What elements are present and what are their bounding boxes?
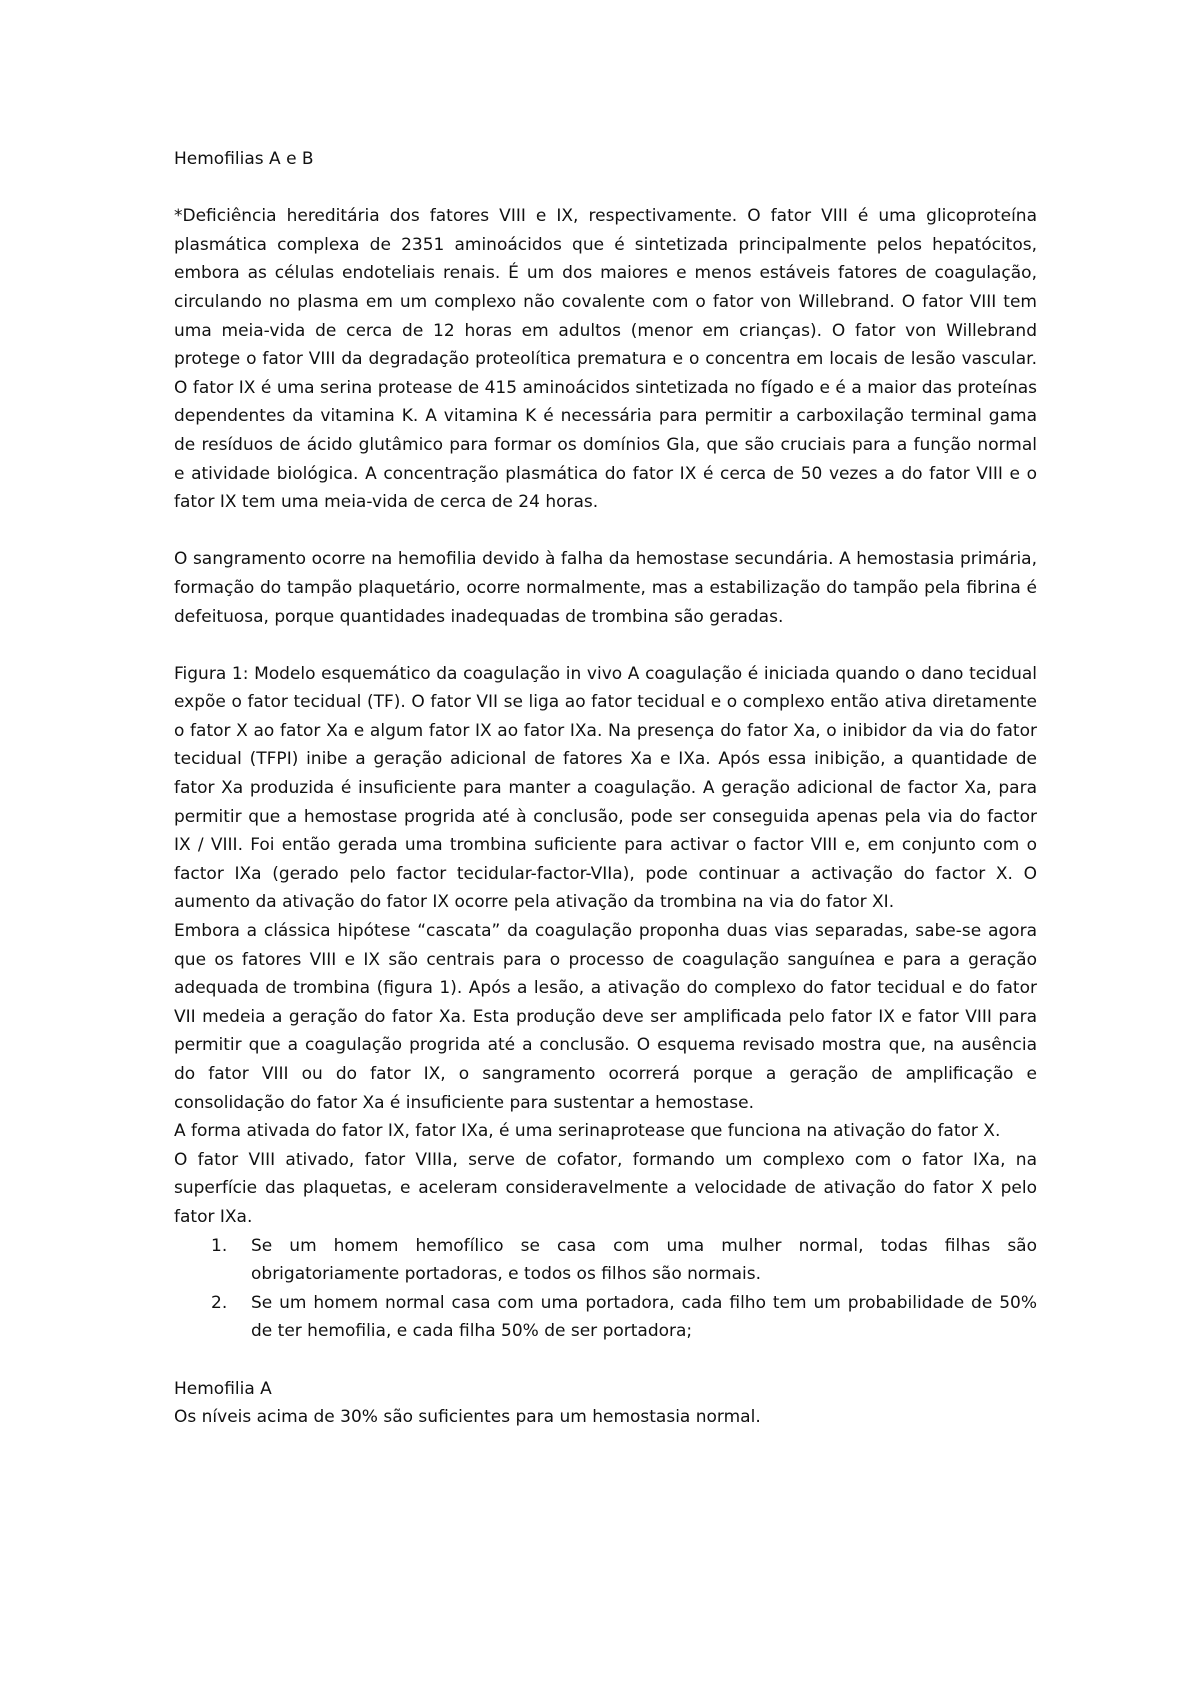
list-item-number: 2. bbox=[211, 1292, 228, 1313]
paragraph-bleeding: O sangramento ocorre na hemofilia devido à falha da hemostase secundária. A hemostasia primária, formação do tampão plaquetário, ocorre normalmente, mas a estabilização do tampão pela fibrina é defeituosa, porque quantidades inadequadas de trombina são geradas. bbox=[174, 549, 1037, 627]
paragraph-factor-ix: A forma ativada do fator IX, fator IXa, é uma serinaprotease que funciona na ativação do fator X. bbox=[174, 1121, 1001, 1142]
inheritance-list bbox=[174, 1232, 1037, 1346]
list-item-text: Se um homem hemofílico se casa com uma mulher normal, todas filhas são obrigatoriamente portadoras, e todos os filhos são normais. bbox=[251, 1235, 1037, 1285]
subheading-hemofilia-a: Hemofilia A bbox=[174, 1378, 272, 1399]
spacer bbox=[174, 174, 1037, 203]
document-title: Hemofilias A e B bbox=[174, 149, 314, 169]
paragraph-figure-caption: Figura 1: Modelo esquemático da coagulação in vivo A coagulação é iniciada quando o dano tecidual expõe o fator tecidual (TF). O fator VII se liga ao fator tecidual e o complexo então ativa diretamente o fator X ao fator Xa e algum fator IX ao fator IXa. Na presença do fator Xa, o inibidor da via do fator tecidual (TFPI) inibe a geração adicional de fatores Xa e IXa. Após essa inibição, a quantidade de fator Xa produzida é insuficiente para manter a coagulação. A geração adicional de factor Xa, para permitir que a hemostase progrida até à conclusão, pode ser conseguida apenas pela via do factor IX / VIII. Foi então gerada uma trombina suficiente para activar o factor VIII e, em conjunto com o factor IXa (gerado pelo factor tecidular-factor-VIIa), pode continuar a activação do factor X. O aumento da ativação do fator IX ocorre pela ativação da trombina na via do fator XI. bbox=[174, 663, 1037, 913]
spacer bbox=[174, 517, 1037, 546]
paragraph-cascade: Embora a clássica hipótese “cascata” da coagulação proponha duas vias separadas, sabe-se agora que os fatores VIII e IX são centrais para o processo de coagulação sanguínea e para a geração adequada de trombina (figura 1). Após a lesão, a ativação do complexo do fator tecidual e do fator VII medeia a geração do fator Xa. Esta produção deve ser amplificada pelo fator IX e fator VIII para permitir que a coagulação progrida até a conclusão. O esquema revisado mostra que, na ausência do fator VIII ou do fator IX, o sangramento ocorrerá porque a geração de amplificação e consolidação do fator Xa é insuficiente para sustentar a hemostase. bbox=[174, 921, 1037, 1113]
spacer bbox=[174, 1346, 1037, 1375]
document-body bbox=[174, 145, 1037, 1432]
paragraph-factor-viii: O fator VIII ativado, fator VIIIa, serve de cofator, formando um complexo com o fator IXa, na superfície das plaquetas, e aceleram consideravelmente a velocidade de ativação do fator X pelo fator IXa. bbox=[174, 1149, 1037, 1227]
list-item bbox=[211, 1232, 1037, 1289]
paragraph-deficiency: *Deficiência hereditária dos fatores VIII e IX, respectivamente. O fator VIII é uma glicoproteína plasmática complexa de 2351 aminoácidos que é sintetizada principalmente pelos hepatócitos, embora as células endoteliais renais. É um dos maiores e menos estáveis fatores de coagulação, circulando no plasma em um complexo não covalente com o fator von Willebrand. O fator VIII tem uma meia-vida de cerca de 12 horas em adultos (menor em crianças). O fator von Willebrand protege o fator VIII da degradação proteolítica prematura e o concentra em locais de lesão vascular. O fator IX é uma serina protease de 415 aminoácidos sintetizada no fígado e é a maior das proteínas dependentes da vitamina K. A vitamina K é necessária para permitir a carboxilação terminal gama de resíduos de ácido glutâmico para formar os domínios Gla, que são cruciais para a função normal e atividade biológica. A concentração plasmática do fator IX é cerca de 50 vezes a do fator VIII e o fator IX tem uma meia-vida de cerca de 24 horas. bbox=[174, 206, 1037, 513]
paragraph-levels: Os níveis acima de 30% são suficientes para um hemostasia normal. bbox=[174, 1407, 761, 1428]
list-item-number: 1. bbox=[211, 1235, 228, 1256]
list-item bbox=[211, 1289, 1037, 1346]
list-item-text: Se um homem normal casa com uma portadora, cada filho tem um probabilidade de 50% de ter hemofilia, e cada filha 50% de ser portadora; bbox=[251, 1292, 1037, 1342]
spacer bbox=[174, 631, 1037, 660]
